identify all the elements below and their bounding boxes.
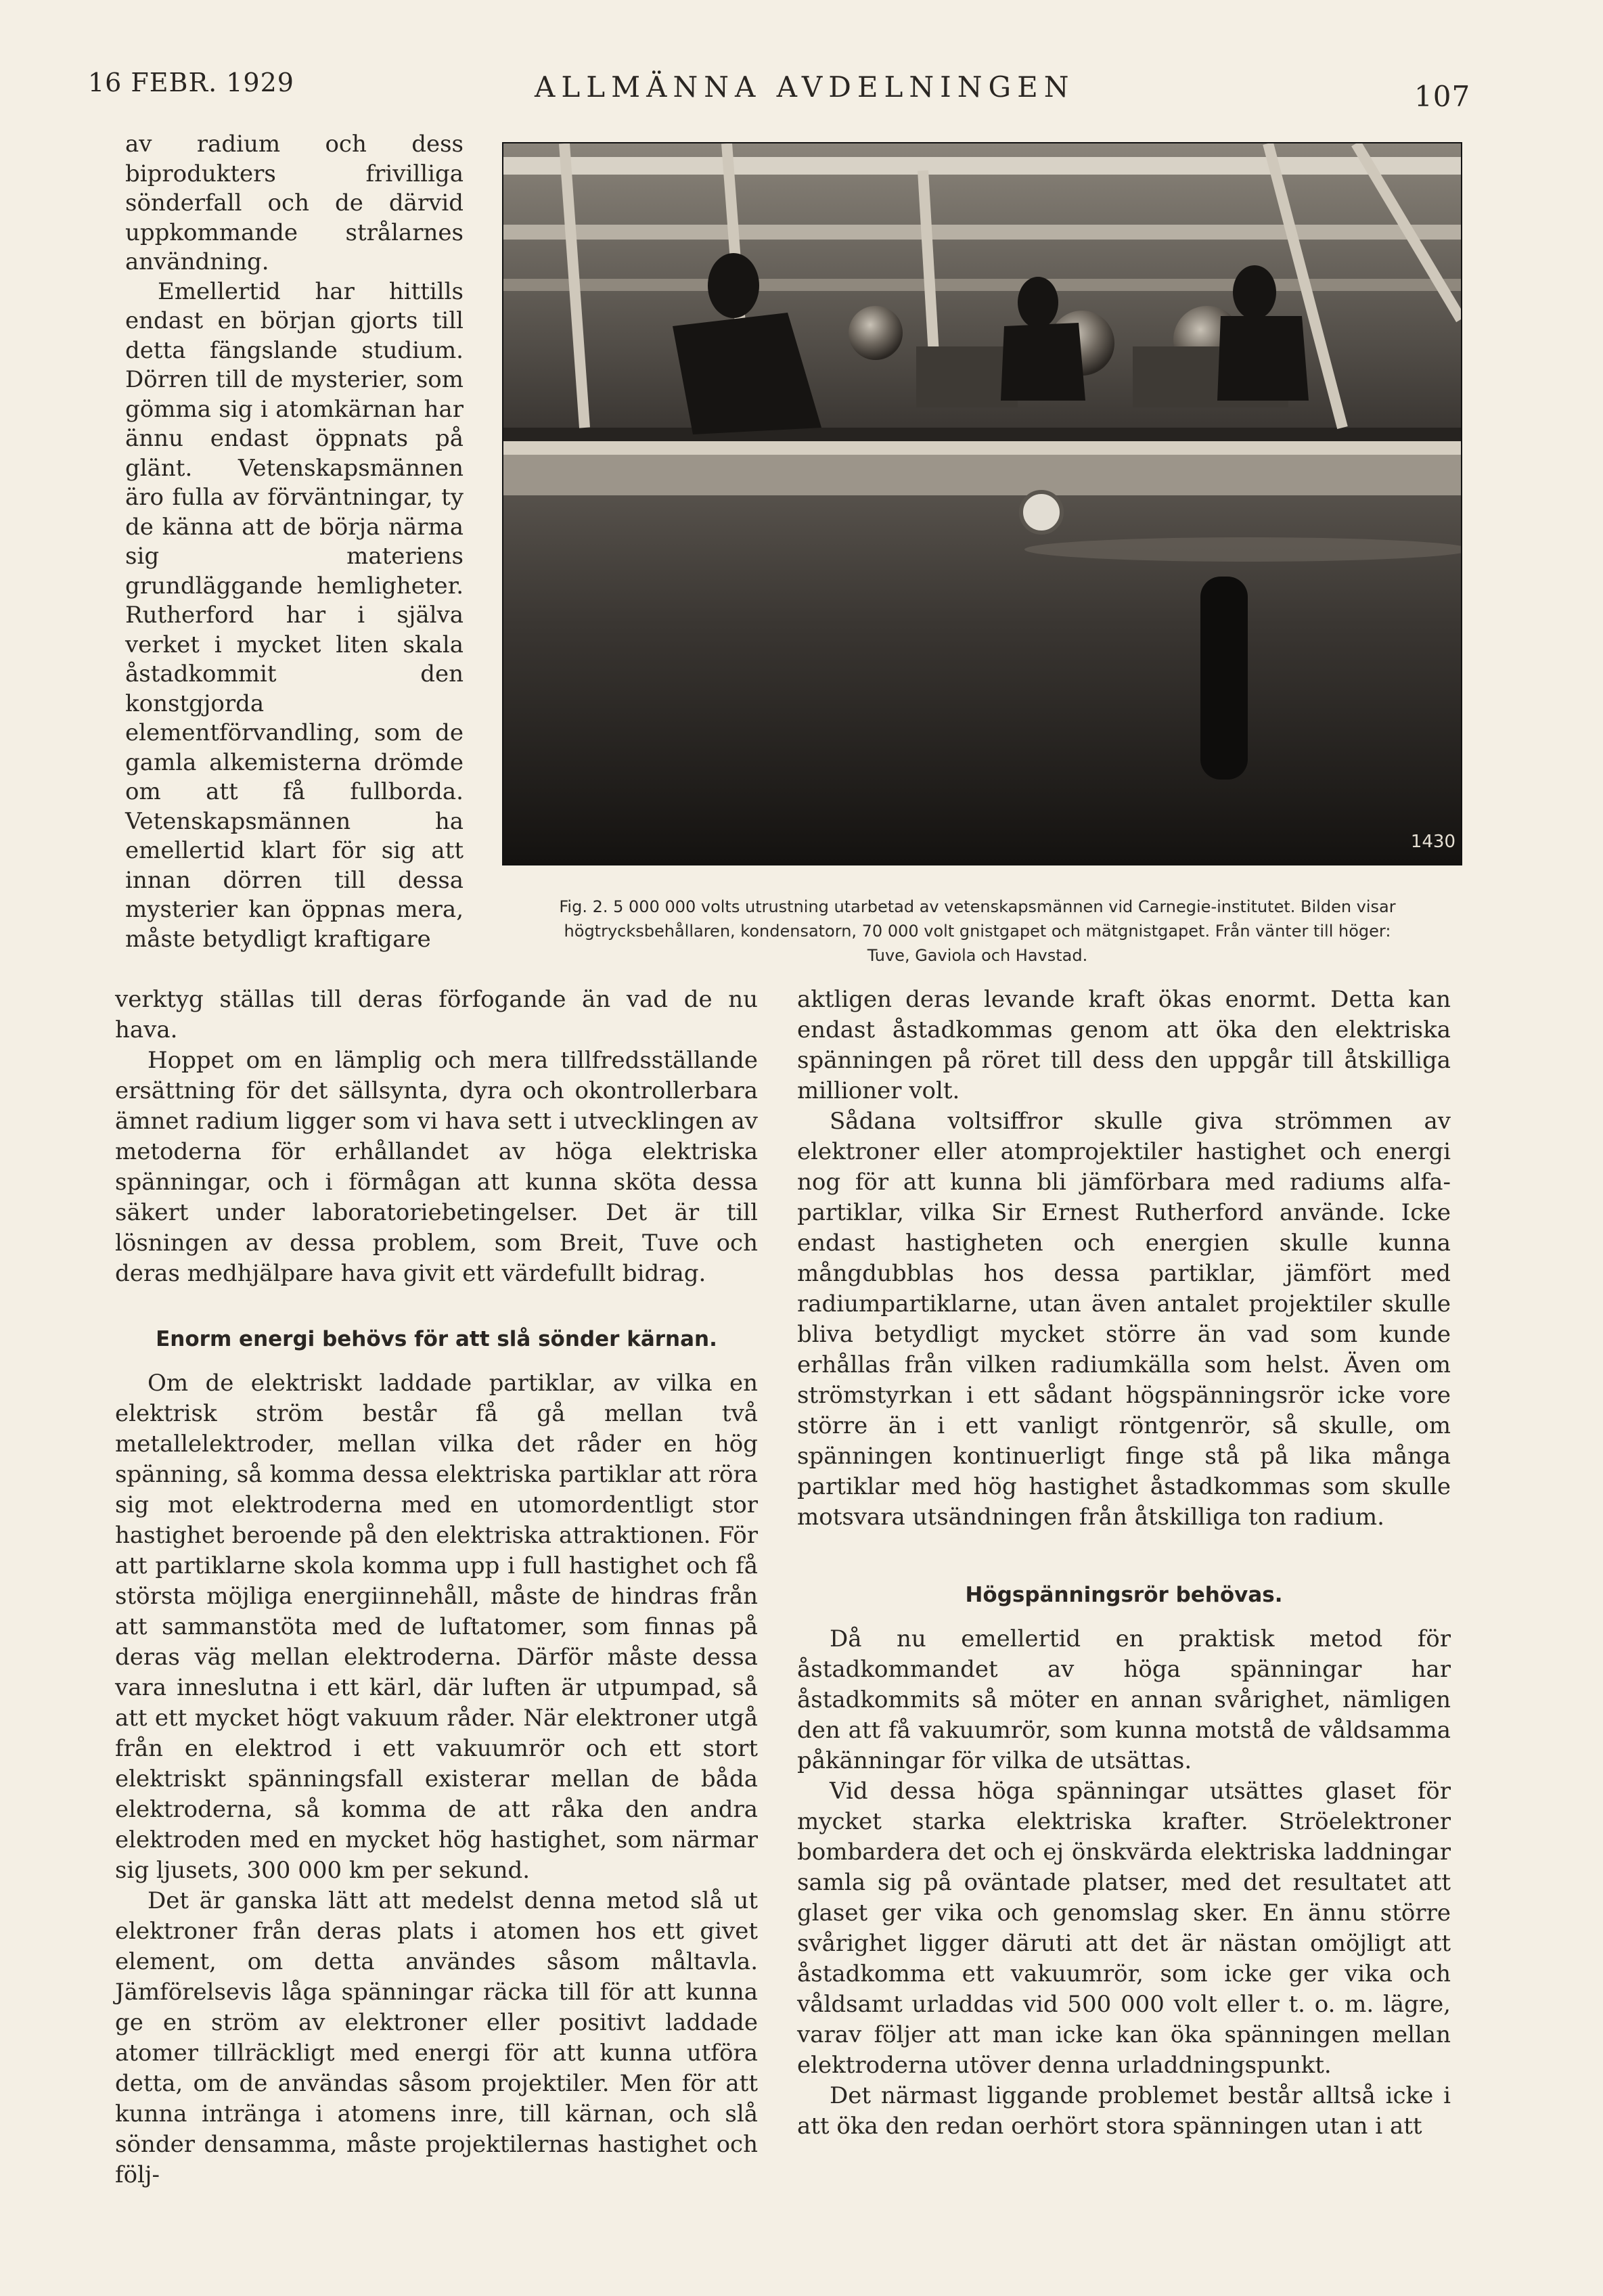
wrapped-paragraph-2: Emellertid har hittills endast en början gjorts till detta fängslande studium. Dörren till de mysterier, som gömma sig i atomkärnan har ännu endast öppnats på glänt. Vetenskapsmännen äro fulla av förväntningar, ty de känna att de börja närma sig materiens grundläggande hemligheter. Rutherford har i själva verket i mycket liten skala åstadkommit den konstgjorda elementförvandling, som de gamla alkemisterna drömde om att få fullborda. Vetenskapsmännen ha emellertid klart för sig att innan dörren till dessa mysterier kan öppnas mera, måste betydligt kraftigare [125,277,464,953]
left-column [115,985,758,2190]
left-paragraph-5: Det är ganska lätt att medelst denna metod slå ut elektroner från deras plats i atomen hos ett givet element, om detta användes såsom måltavla. Jämförelsevis låga spänningar räcka till för att kunna ge en ström av elektroner eller positivt laddade atomer tillräckligt med energi för att kunna utföra detta, om de användas såsom projektiler. Men för att kunna intränga i atomens inre, till kärnan, och slå sönder densamma, måste projektilernas hastighet och följ- [115,1887,758,2188]
wrapped-text-block [125,130,464,954]
right-paragraph-3: Då nu emellertid en praktisk metod för åstadkommandet av höga spänningar har åstadkommits så möter en annan svårighet, nämligen den att få vakuumrör, som kunna motstå de våldsamma påkänningar för vilka de utsättas. [797,1625,1451,1774]
caption-line-1: Fig. 2. 5 000 000 volts utrustning utarbetad av vetenskapsmännen vid Carnegie-institutet. Bilden visar [559,897,1396,916]
left-paragraph-continuation: verktyg ställas till deras förfogande än vad de nu hava. [115,986,758,1043]
header-section-title: ALLMÄNNA AVDELNINGEN [535,70,1075,104]
header-date: 16 FEBR. 1929 [88,68,294,97]
figure-caption [482,895,1473,968]
caption-line-2: högtrycksbehållaren, kondensatorn, 70 000 volt gnistgapet och mätgnistgapet. Från vänter till höger: [564,922,1391,941]
right-paragraph-2: Sådana voltsiffror skulle giva strömmen av elektroner eller atomprojektiler hastighet och energi nog för att kunna bli jämförbara med radiums alfa-partiklar, vilka Sir Ernest Rutherford använde. Icke endast hastigheten och energien skulle kunna mångdubblas hos dessa partiklar, jämfört med radiumpartiklarne, utan även antalet projektiler skulle bliva betydligt mycket större än vad som kunde erhållas från vilken radiumkälla som helst. Även om strömstyrkan i ett sådant högspänningsrör icke vore större än i ett vanligt röntgenrör, så skulle, om spänningen kontinuerligt finge stå på lika många partiklar med hög hastighet åstadkommas som skulle motsvara utsändningen från åtskilliga ton radium. [797,1108,1451,1531]
right-paragraph-5: Det närmast liggande problemet består alltså icke i att öka den redan oerhört stora spänningen utan i att [797,2082,1451,2140]
caption-line-3: Tuve, Gaviola och Havstad. [867,946,1088,965]
left-paragraph-4: Om de elektriskt laddade partiklar, av vilka en elektrisk ström består få gå mellan två metallelektroder, mellan vilka det råder en hög spänning, så komma dessa elektriska partiklar att röra sig mot elektroderna med en utomordentligt stor hastighet beroende på den elektriska attraktionen. För att partiklarne skola komma upp i full hastighet och få största möjliga energiinnehåll, måste de hindras från att sammanstöta med de luftatomer, som finnas på deras väg mellan elektroderna. Därför måste dessa vara inneslutna i ett kärl, där luften är utpumpad, så att ett mycket högt vakuum råder. När elektroner utgå från en elektrod i ett vakuumrör och ett stort elektriskt spänningsfall existerar mellan de båda elektroderna, så komma de att råka den andra elektroden med en mycket hög hastighet, som närmar sig ljusets, 300 000 km per sekund. [115,1370,758,1884]
photograph-illustration [503,143,1461,864]
right-section-heading: Högspänningsrör behövas. [965,1583,1283,1607]
photograph-laboratory [502,142,1462,865]
header-page-number: 107 [1414,80,1471,113]
left-section-heading: Enorm energi behövs för att slå sönder kärnan. [156,1327,717,1351]
right-column [797,985,1451,2142]
right-paragraph-4: Vid dessa höga spänningar utsättes glaset för mycket starka elektriska krafter. Ströelektroner bombardera det och ej önskvärda elektriska laddningar samla sig på oväntade platser, med det resultatet att glaset ger vika och genomslag sker. En ännu större svårighet ligger däruti att det är nästan omöjligt att åstadkomma ett vakuumrör, som icke ger vika och våldsamt urladdas vid 500 000 volt eller t. o. m. lägre, varav följer att man icke kan öka spänningen mellan elektroderna utöver denna urladdningspunkt. [797,1778,1451,2079]
left-paragraph-3: Hoppet om en lämplig och mera tillfredsställande ersättning för det sällsynta, dyra och okontrollerbara ämnet radium ligger som vi hava sett i utvecklingen av metoderna för erhållandet av höga elektriska spänningar, och i förmågan att kunna sköta dessa säkert under laboratoriebetingelser. Det är till lösningen av dessa problem, som Breit, Tuve och deras medhjälpare hava givit ett värdefullt bidrag. [115,1047,758,1287]
negative-number: 1430 [1410,832,1455,852]
right-paragraph-1: aktligen deras levande kraft ökas enormt. Detta kan endast åstadkommas genom att öka den elektriska spänningen på röret till dess den uppgår till åtskilliga millioner volt. [797,986,1451,1104]
wrapped-paragraph-1: av radium och dess biprodukters frivilliga sönderfall och de därvid uppkommande strålarnes användning. [125,131,464,275]
